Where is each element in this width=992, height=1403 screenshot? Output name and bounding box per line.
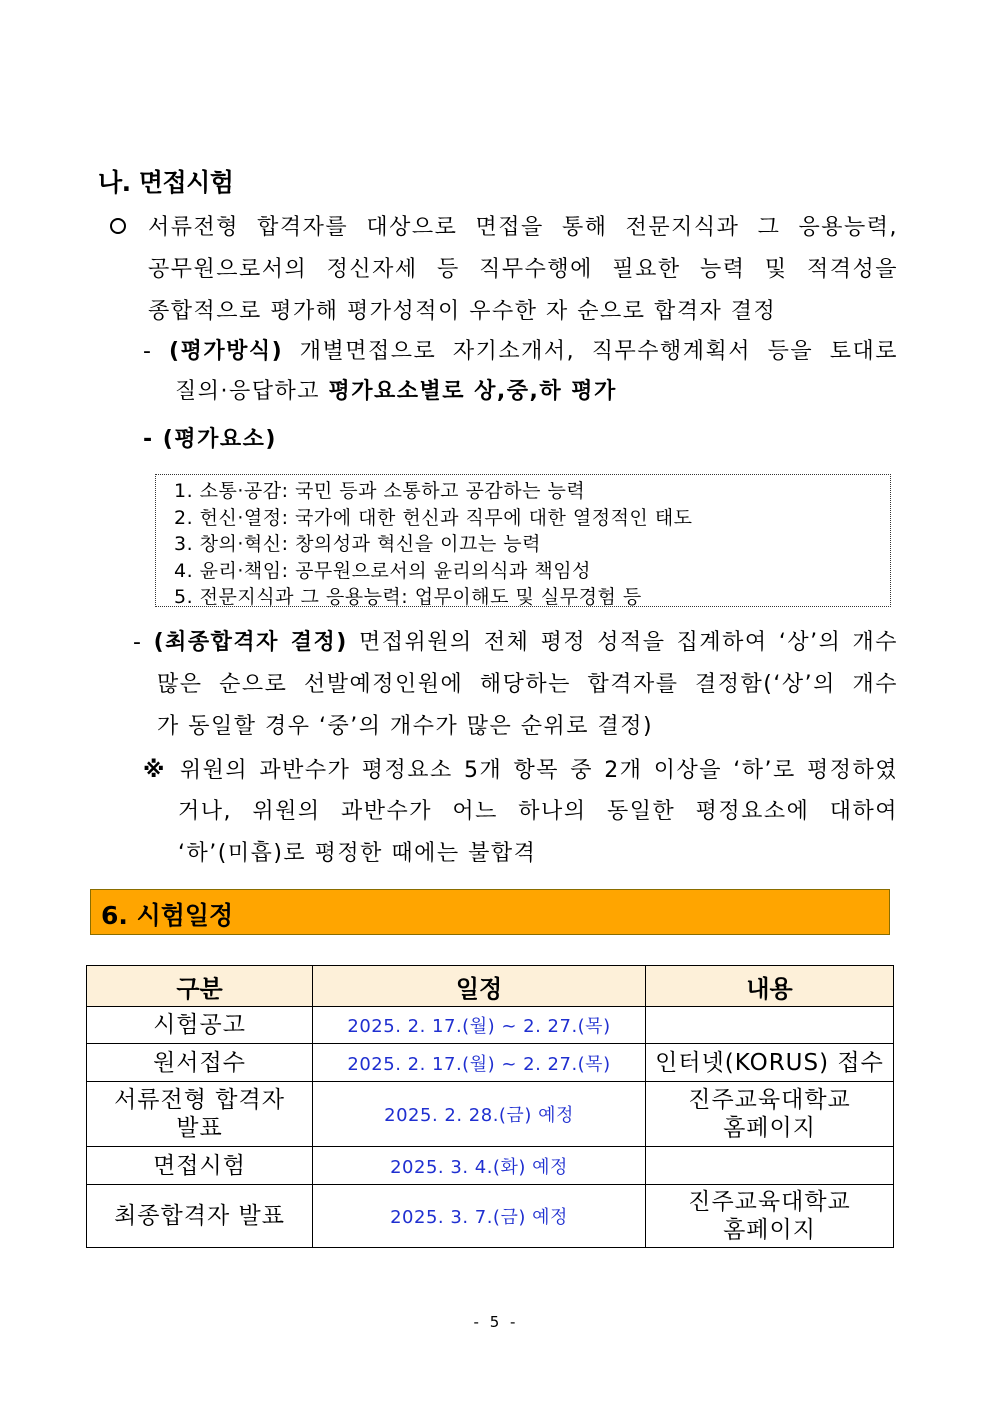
section-title: 나. 면접시험 — [98, 168, 234, 197]
note-text: 위원의 과반수가 평정요소 5개 항목 중 2개 이상을 ‘하’로 평정하였 — [168, 758, 898, 783]
table-row — [87, 1044, 894, 1082]
date-cell: 2025. 2. 17.(월) ~ 2. 27.(목) — [313, 1007, 646, 1044]
intro-line: 종합적으로 평가해 평가성적이 우수한 자 순으로 합격자 결정 — [148, 299, 777, 324]
table-row — [87, 1007, 894, 1044]
category-line: 서류전형 합격자 — [114, 1087, 285, 1113]
note-line-1 — [143, 750, 898, 792]
evaluation-element-item: 2. 헌신·열정: 국가에 대한 헌신과 직무에 대한 열정적인 태도 — [174, 506, 693, 529]
date-cell: 2025. 3. 7.(금) 예정 — [313, 1185, 646, 1248]
note-mark-icon: ※ — [143, 758, 169, 783]
content-line: 홈페이지 — [723, 1115, 816, 1141]
final-decision-line-1 — [133, 622, 898, 664]
method-line-1 — [143, 331, 898, 373]
table-row — [87, 1185, 894, 1248]
content-cell: 인터넷(KORUS) 접수 — [646, 1044, 894, 1082]
category-cell: 시험공고 — [87, 1007, 313, 1044]
method-line-2 — [175, 371, 617, 413]
content-line: 진주교육대학교 — [688, 1189, 851, 1215]
content-cell — [646, 1147, 894, 1185]
category-cell: 면접시험 — [87, 1147, 313, 1185]
note-text: 거나, 위원의 과반수가 어느 하나의 동일한 평정요소에 대하여 — [178, 799, 898, 824]
intro-line: 서류전형 합격자를 대상으로 면접을 통해 전문지식과 그 응용능력, — [148, 215, 898, 240]
method-text-plain: 질의·응답하고 — [175, 379, 329, 404]
final-text: 많은 순으로 선발예정인원에 해당하는 합격자를 결정함(‘상’의 개수 — [157, 672, 898, 697]
evaluation-element-item: 5. 전문지식과 그 응용능력: 업무이해도 및 실무경험 등 — [174, 586, 642, 608]
final-dash: - — [133, 630, 154, 655]
table-row — [87, 1082, 894, 1147]
table-row — [87, 1147, 894, 1185]
schedule-table — [86, 965, 894, 1248]
column-header: 내용 — [646, 966, 894, 1007]
column-header: 일정 — [313, 966, 646, 1007]
category-line: 발표 — [176, 1115, 223, 1141]
content-cell — [646, 1185, 894, 1248]
method-label: (평가방식) — [169, 339, 284, 364]
final-text: 면접위원의 전체 평정 성적을 집계하여 ‘상’의 개수 — [347, 630, 898, 655]
page-number: - 5 - — [473, 1313, 519, 1331]
table-header-row — [87, 966, 894, 1007]
final-decision-rest — [157, 664, 898, 748]
method-dash: - — [143, 339, 170, 364]
circle-bullet-icon — [110, 215, 126, 240]
content-cell — [646, 1007, 894, 1044]
intro-paragraph — [148, 207, 898, 333]
schedule-section-header: 6. 시험일정 — [90, 889, 890, 935]
note-text: ‘하’(미흡)로 평정한 때에는 불합격 — [178, 841, 537, 866]
evaluation-element-item: 4. 윤리·책임: 공무원으로서의 윤리의식과 책임성 — [174, 559, 591, 582]
evaluation-element-item: 3. 창의·혁신: 창의성과 혁신을 이끄는 능력 — [174, 533, 541, 555]
method-text-bold: 평가요소별로 상,중,하 평가 — [328, 379, 617, 404]
date-cell: 2025. 2. 28.(금) 예정 — [313, 1082, 646, 1147]
date-cell: 2025. 3. 4.(화) 예정 — [313, 1147, 646, 1185]
category-cell — [87, 1082, 313, 1147]
category-cell: 최종합격자 발표 — [87, 1185, 313, 1248]
column-header: 구분 — [87, 966, 313, 1007]
category-cell: 원서접수 — [87, 1044, 313, 1082]
note-rest — [178, 791, 898, 875]
evaluation-elements-box — [155, 474, 891, 607]
evaluation-element-item: 1. 소통·공감: 국민 등과 소통하고 공감하는 능력 — [174, 480, 586, 502]
content-line: 진주교육대학교 — [688, 1087, 851, 1113]
method-text: 개별면접으로 자기소개서, 직무수행계획서 등을 토대로 — [283, 339, 898, 364]
content-cell — [646, 1082, 894, 1147]
elements-heading: - (평가요소) — [143, 427, 277, 452]
final-label: (최종합격자 결정) — [153, 630, 348, 655]
intro-line: 공무원으로서의 정신자세 등 직무수행에 필요한 능력 및 적격성을 — [148, 257, 898, 282]
final-text: 가 동일할 경우 ‘중’의 개수가 많은 순위로 결정) — [157, 714, 654, 739]
content-line: 홈페이지 — [723, 1217, 816, 1243]
date-cell: 2025. 2. 17.(월) ~ 2. 27.(목) — [313, 1044, 646, 1082]
